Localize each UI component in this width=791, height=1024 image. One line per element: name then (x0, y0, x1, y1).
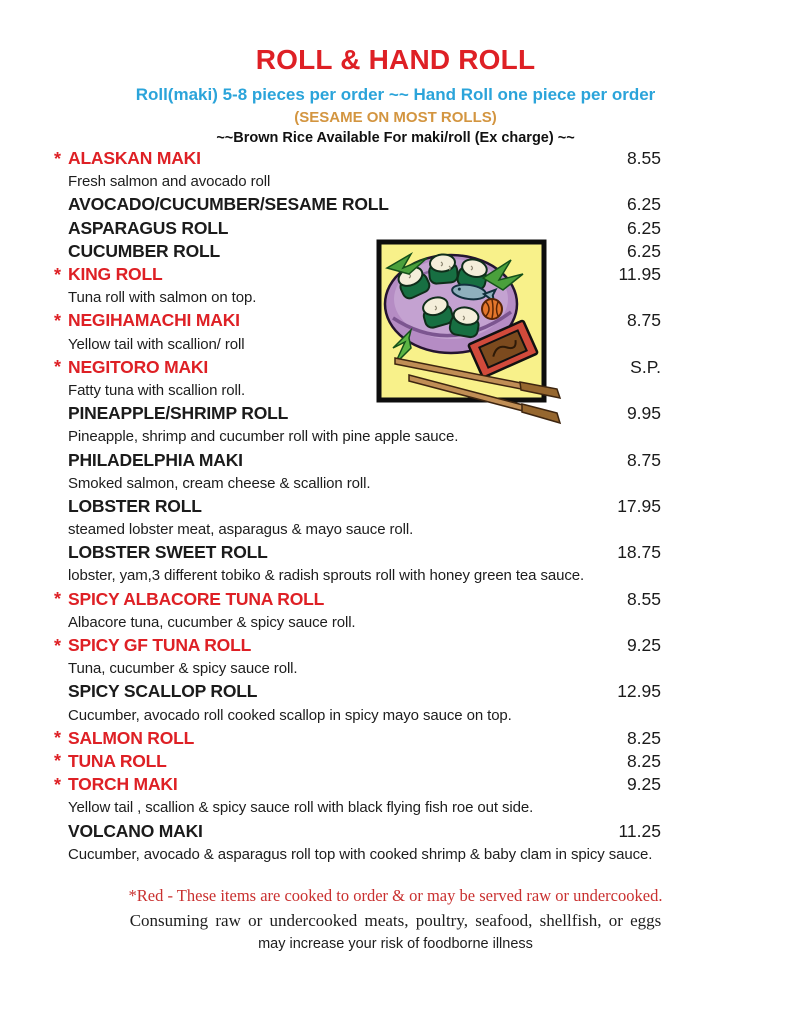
menu-item-description-row (0, 472, 791, 495)
menu-item-description: Albacore tuna, cucumber & spicy sauce roll. (68, 613, 356, 631)
menu-item-row (0, 750, 791, 773)
menu-item-row (0, 588, 791, 611)
menu-item-price: 8.25 (626, 750, 661, 771)
menu-item-description: lobster, yam,3 different tobiko & radish sprouts roll with honey green tea sauce. (68, 567, 585, 585)
menu-item-price: 17.95 (617, 495, 661, 516)
menu-item-description: Pineapple, shrimp and cucumber roll with pine apple sauce. (68, 428, 459, 446)
orange-garnish (482, 299, 502, 319)
menu-item-name: NEGIHAMACHI MAKI (68, 310, 240, 331)
consumption-disclaimer-line1: Consuming raw or undercooked meats, poultry, seafood, shellfish, or eggs (129, 911, 662, 930)
menu-item-price: 6.25 (626, 217, 661, 238)
menu-item-name: ALASKAN MAKI (68, 148, 201, 169)
menu-item-name: ASPARAGUS ROLL (68, 217, 229, 238)
menu-item-row (0, 541, 791, 564)
menu-item-name: AVOCADO/CUCUMBER/SESAME ROLL (68, 194, 389, 215)
menu-item-price: 8.75 (626, 310, 661, 331)
menu-item-name: TUNA ROLL (68, 750, 167, 771)
menu-item-name: NEGITORO MAKI (68, 356, 208, 377)
menu-item-name: LOBSTER SWEET ROLL (68, 542, 268, 563)
star-marker: * (54, 589, 62, 610)
menu-item-name: VOLCANO MAKI (68, 820, 203, 841)
menu-item-name: SPICY GF TUNA ROLL (68, 635, 252, 656)
star-marker: * (54, 728, 62, 749)
menu-item-row (0, 448, 791, 471)
menu-item-description: Yellow tail with scallion/ roll (68, 335, 245, 353)
menu-item-description: Yellow tail , scallion & spicy sauce roll with black flying fish roe out side. (68, 799, 534, 817)
sesame-note: (SESAME ON MOST ROLLS) (294, 108, 497, 126)
menu-item-description-row (0, 611, 791, 634)
pieces-per-order-note: Roll(maki) 5-8 pieces per order ~~ Hand Roll one piece per order (135, 85, 656, 105)
menu-item-description: Cucumber, avocado roll cooked scallop in spicy mayo sauce on top. (68, 706, 512, 724)
menu-item-price: 9.25 (626, 774, 661, 795)
menu-item-price: 8.75 (626, 449, 661, 470)
menu-item-description: Smoked salmon, cream cheese & scallion roll. (68, 474, 371, 492)
menu-item-name: PHILADELPHIA MAKI (68, 449, 243, 470)
menu-item-price: 6.25 (626, 194, 661, 215)
menu-item-row (0, 193, 791, 216)
consumption-disclaimer-line2: may increase your risk of foodborne illness (258, 936, 533, 952)
sushi-plate-clipart (371, 236, 577, 426)
menu-item-name: LOBSTER ROLL (68, 495, 202, 516)
star-marker: * (54, 357, 62, 378)
menu-item-price: 11.95 (618, 264, 661, 285)
red-items-note: *Red - These items are cooked to order & or may be served raw or undercooked. (128, 886, 663, 905)
menu-item-price: 11.25 (618, 820, 661, 841)
menu-item-description: Fatty tuna with scallion roll. (68, 381, 246, 399)
brown-rice-note: ~~Brown Rice Available For maki/roll (Ex charge) ~~ (216, 129, 575, 146)
menu-item-description: Fresh salmon and avocado roll (68, 173, 271, 191)
menu-item-name: SPICY SCALLOP ROLL (68, 681, 258, 702)
star-marker: * (54, 310, 62, 331)
menu-header (0, 44, 791, 147)
menu-item-row (0, 680, 791, 703)
menu-item-description: steamed lobster meat, asparagus & mayo sauce roll. (68, 521, 414, 539)
menu-item-name: PINEAPPLE/SHRIMP ROLL (68, 403, 289, 424)
star-marker: * (54, 774, 62, 795)
menu-item-row (0, 819, 791, 842)
menu-item-name: KING ROLL (68, 264, 163, 285)
menu-item-description-row (0, 170, 791, 193)
menu-item-name: CUCUMBER ROLL (68, 240, 220, 261)
menu-item-row (0, 727, 791, 750)
menu-item-description-row (0, 564, 791, 587)
menu-item-name: SPICY ALBACORE TUNA ROLL (68, 588, 325, 609)
menu-item-price: 18.75 (617, 542, 661, 563)
menu-item-description: Cucumber, avocado & asparagus roll top with cooked shrimp & baby clam in spicy sauce. (68, 845, 653, 863)
menu-item-description: Tuna, cucumber & spicy sauce roll. (68, 660, 298, 678)
menu-item-price: S.P. (630, 356, 661, 377)
menu-item-price: 8.55 (626, 148, 661, 169)
menu-item-name: TORCH MAKI (68, 774, 178, 795)
menu-item-price: 8.55 (626, 588, 661, 609)
menu-item-price: 8.25 (626, 727, 661, 748)
star-marker: * (54, 148, 62, 169)
menu-item-price: 12.95 (617, 681, 661, 702)
menu-item-description-row (0, 704, 791, 727)
menu-item-description-row (0, 425, 791, 448)
menu-item-name: SALMON ROLL (68, 727, 195, 748)
menu-item-description-row (0, 657, 791, 680)
menu-item-description-row (0, 796, 791, 819)
menu-item-row (0, 634, 791, 657)
star-marker: * (54, 635, 62, 656)
menu-item-price: 9.25 (626, 635, 661, 656)
page-title: ROLL & HAND ROLL (255, 44, 536, 75)
menu-item-row (0, 773, 791, 796)
star-marker: * (54, 751, 62, 772)
menu-footer (0, 886, 791, 952)
menu-item-row (0, 495, 791, 518)
menu-item-description: Tuna roll with salmon on top. (68, 289, 257, 307)
menu-item-description-row (0, 843, 791, 866)
menu-item-price: 9.95 (626, 403, 661, 424)
menu-item-description-row (0, 518, 791, 541)
menu-item-row (0, 147, 791, 170)
menu-item-price: 6.25 (626, 240, 661, 261)
star-marker: * (54, 264, 62, 285)
